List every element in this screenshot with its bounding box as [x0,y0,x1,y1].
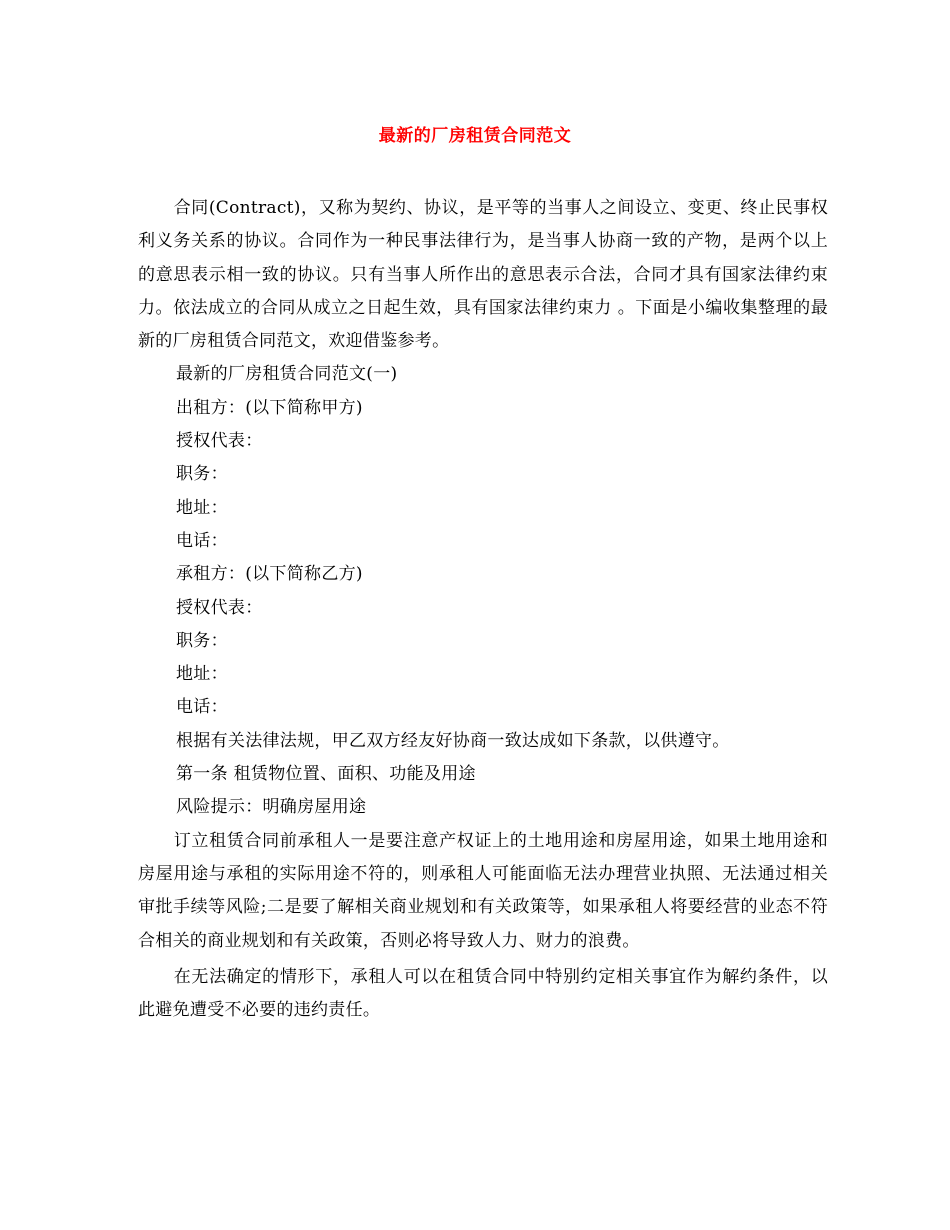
lessee-phone: 电话： [176,697,228,718]
condition-paragraph: 在无法确定的情形下，承租人可以在租赁合同中特别约定相关事宜作为解约条件，以此避免遭受不必要的违约责任。 [138,966,828,1021]
risk-tip: 风险提示：明确房屋用途 [176,797,367,818]
lessee-address: 地址： [176,664,228,685]
lessor-address: 地址： [176,497,228,518]
agreement-line: 根据有关法律法规，甲乙双方经友好协商一致达成如下条款，以供遵守。 [176,730,730,751]
lessor-phone: 电话： [176,530,228,551]
lessee-rep: 授权代表： [176,597,263,618]
risk-paragraph: 订立租赁合同前承租人一是要注意产权证上的土地用途和房屋用途，如果土地用途和房屋用途与承租的实际用途不符的，则承租人可能面临无法办理营业执照、无法通过相关审批手续等风险;二是要了解相关商业规划和有关政策等，如果承租人将要经营的业态不符合相关的商业规划和有关政策，否则必将导致人力、财力的浪费。 [138,830,828,951]
lessee-label: 承租方：(以下简称乙方) [176,564,363,585]
article-1-heading: 第一条 租赁物位置、面积、功能及用途 [176,764,476,785]
lessee-position: 职务： [176,630,228,651]
document-title: 最新的厂房租赁合同范文 [378,126,572,146]
lessor-label: 出租方：(以下简称甲方) [176,397,363,418]
lessor-position: 职务： [176,464,228,485]
lessor-rep: 授权代表： [176,431,263,452]
intro-paragraph: 合同(Contract)，又称为契约、协议，是平等的当事人之间设立、变更、终止民事权利义务关系的协议。合同作为一种民事法律行为，是当事人协商一致的产物，是两个以上的意思表示相一致的协议。只有当事人所作出的意思表示合法，合同才具有国家法律约束力。依法成立的合同从成立之日起生效，具有国家法律约束力 。下面是小编收集整理的最新的厂房租赁合同范文，欢迎借鉴参考。 [138,198,828,352]
section-subtitle: 最新的厂房租赁合同范文(一) [176,364,398,385]
document-body [138,192,828,1027]
